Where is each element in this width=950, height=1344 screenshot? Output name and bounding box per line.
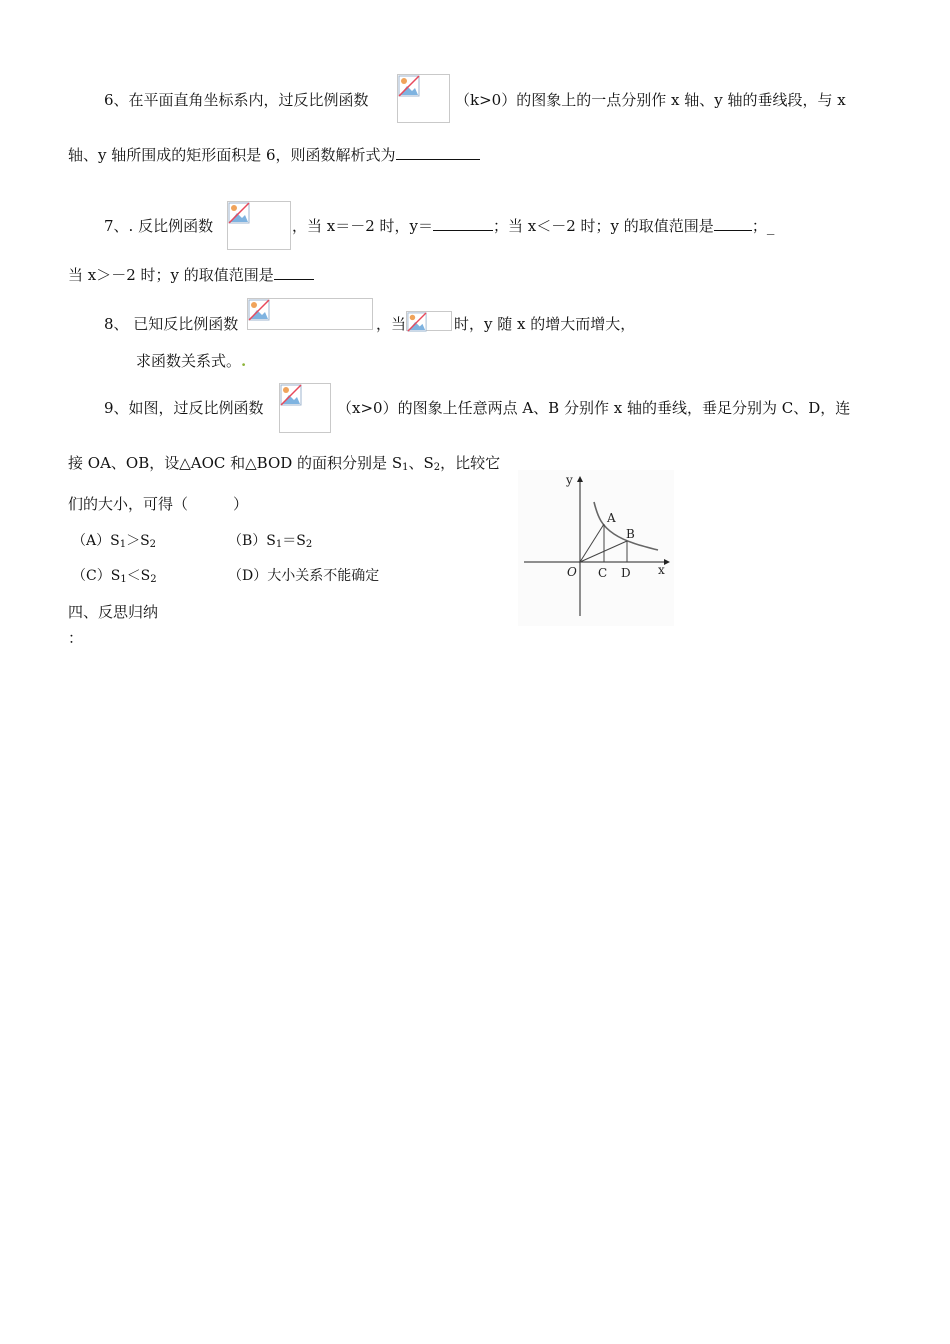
q6-condition-text: （k>0）的图象上的一点分别作 x 轴、y 轴的垂线段，与 x bbox=[455, 91, 846, 109]
q8-line2 bbox=[136, 351, 246, 371]
broken-image-icon bbox=[280, 384, 302, 406]
q7-formula-image bbox=[227, 201, 291, 250]
choice-c[interactable] bbox=[72, 567, 157, 589]
label-origin: O bbox=[567, 565, 577, 579]
label-x: x bbox=[658, 563, 665, 577]
choice-d[interactable] bbox=[228, 567, 379, 585]
q8-mid bbox=[376, 314, 406, 334]
q7-line2 bbox=[68, 265, 314, 285]
q7-blank-y[interactable] bbox=[433, 216, 493, 231]
subscript-1: 1 bbox=[120, 574, 127, 585]
q7-line1 bbox=[104, 216, 213, 236]
q7-line2-text: 当 x＞－2 时；y 的取值范围是 bbox=[68, 266, 274, 284]
q8-end bbox=[454, 314, 635, 334]
choice-b-label: （B）S bbox=[228, 533, 276, 549]
q9-condition bbox=[337, 398, 850, 418]
q7-end: ；_ bbox=[751, 217, 775, 235]
choice-c-label: （C）S bbox=[72, 568, 121, 584]
q7-mid1: ，当 x＝－2 时，y＝ bbox=[292, 217, 434, 235]
hyperbola-figure bbox=[518, 470, 674, 626]
q9-prefix: 9、如图，过反比例函数 bbox=[104, 399, 264, 417]
label-y: y bbox=[566, 473, 573, 487]
section4-title-text: 四、反思归纳 bbox=[68, 603, 159, 621]
subscript-2: 2 bbox=[149, 539, 157, 550]
label-c: C bbox=[598, 566, 608, 580]
subscript-1: 1 bbox=[119, 539, 127, 550]
q9-line3-text: 们的大小，可得（ ） bbox=[68, 495, 249, 513]
subscript-2: 2 bbox=[305, 539, 313, 550]
q7-line1-rest bbox=[292, 216, 774, 236]
q9-formula-image bbox=[279, 383, 331, 433]
section4-title bbox=[68, 602, 158, 622]
q6-line1 bbox=[104, 90, 369, 110]
q6-line2-text: 轴、y 轴所围成的矩形面积是 6，则函数解析式为 bbox=[68, 146, 396, 164]
q6-formula-image bbox=[397, 74, 450, 123]
section4-colon bbox=[68, 628, 83, 648]
q8-formula-image bbox=[247, 298, 373, 330]
q6-line2 bbox=[68, 145, 480, 165]
choice-d-text: （D）大小关系不能确定 bbox=[228, 568, 380, 584]
choice-b[interactable] bbox=[228, 532, 312, 554]
choice-a[interactable] bbox=[72, 532, 156, 554]
q8-end-text: 时，y 随 x 的增大而增大， bbox=[454, 315, 636, 333]
label-d: D bbox=[621, 566, 631, 580]
q8-line1 bbox=[104, 314, 238, 334]
q7-blank-range2[interactable] bbox=[274, 265, 314, 280]
broken-image-icon bbox=[398, 75, 420, 97]
q7-mid2: ；当 x＜－2 时；y 的取值范围是 bbox=[493, 217, 714, 235]
subscript-2: 2 bbox=[433, 462, 441, 473]
subscript-2: 2 bbox=[150, 574, 157, 585]
q7-blank-range1[interactable] bbox=[714, 216, 752, 231]
section4-colon-text: ： bbox=[68, 629, 84, 647]
q9-line1 bbox=[104, 398, 264, 418]
q9-line2-b: 、S bbox=[408, 454, 434, 472]
q9-condition-text: （x>0）的图象上任意两点 A、B 分别作 x 轴的垂线，垂足分别为 C、D，连 bbox=[337, 399, 851, 417]
choice-a-relation: ＞S bbox=[126, 533, 150, 549]
q8-mid-text: ，当 bbox=[376, 315, 407, 333]
q9-line3 bbox=[68, 494, 248, 514]
choice-a-label: （A）S bbox=[72, 533, 120, 549]
q8-prefix: 8、 已知反比例函数 bbox=[104, 315, 239, 333]
broken-image-icon bbox=[248, 299, 270, 321]
q9-line2-c: ，比较它 bbox=[440, 454, 501, 472]
q9-line2-a: 接 OA、OB，设△AOC 和△BOD 的面积分别是 S bbox=[68, 454, 403, 472]
broken-image-icon bbox=[228, 202, 250, 224]
q8-condition-image bbox=[406, 311, 452, 331]
choice-c-relation: ＜S bbox=[126, 568, 151, 584]
subscript-1: 1 bbox=[402, 462, 409, 473]
q6-answer-blank[interactable] bbox=[396, 145, 480, 160]
q6-prefix: 6、在平面直角坐标系内，过反比例函数 bbox=[104, 91, 369, 109]
choice-b-relation: ＝S bbox=[282, 533, 306, 549]
q8-line2-text: 求函数关系式。 bbox=[136, 352, 242, 370]
subscript-1: 1 bbox=[275, 539, 283, 550]
label-a: A bbox=[607, 511, 616, 525]
label-b: B bbox=[626, 527, 635, 541]
q7-prefix: 7、. 反比例函数 bbox=[104, 217, 214, 235]
broken-image-icon bbox=[407, 312, 427, 332]
q9-line2 bbox=[68, 453, 500, 478]
decorative-dot: . bbox=[241, 352, 247, 370]
q6-condition bbox=[455, 90, 846, 110]
